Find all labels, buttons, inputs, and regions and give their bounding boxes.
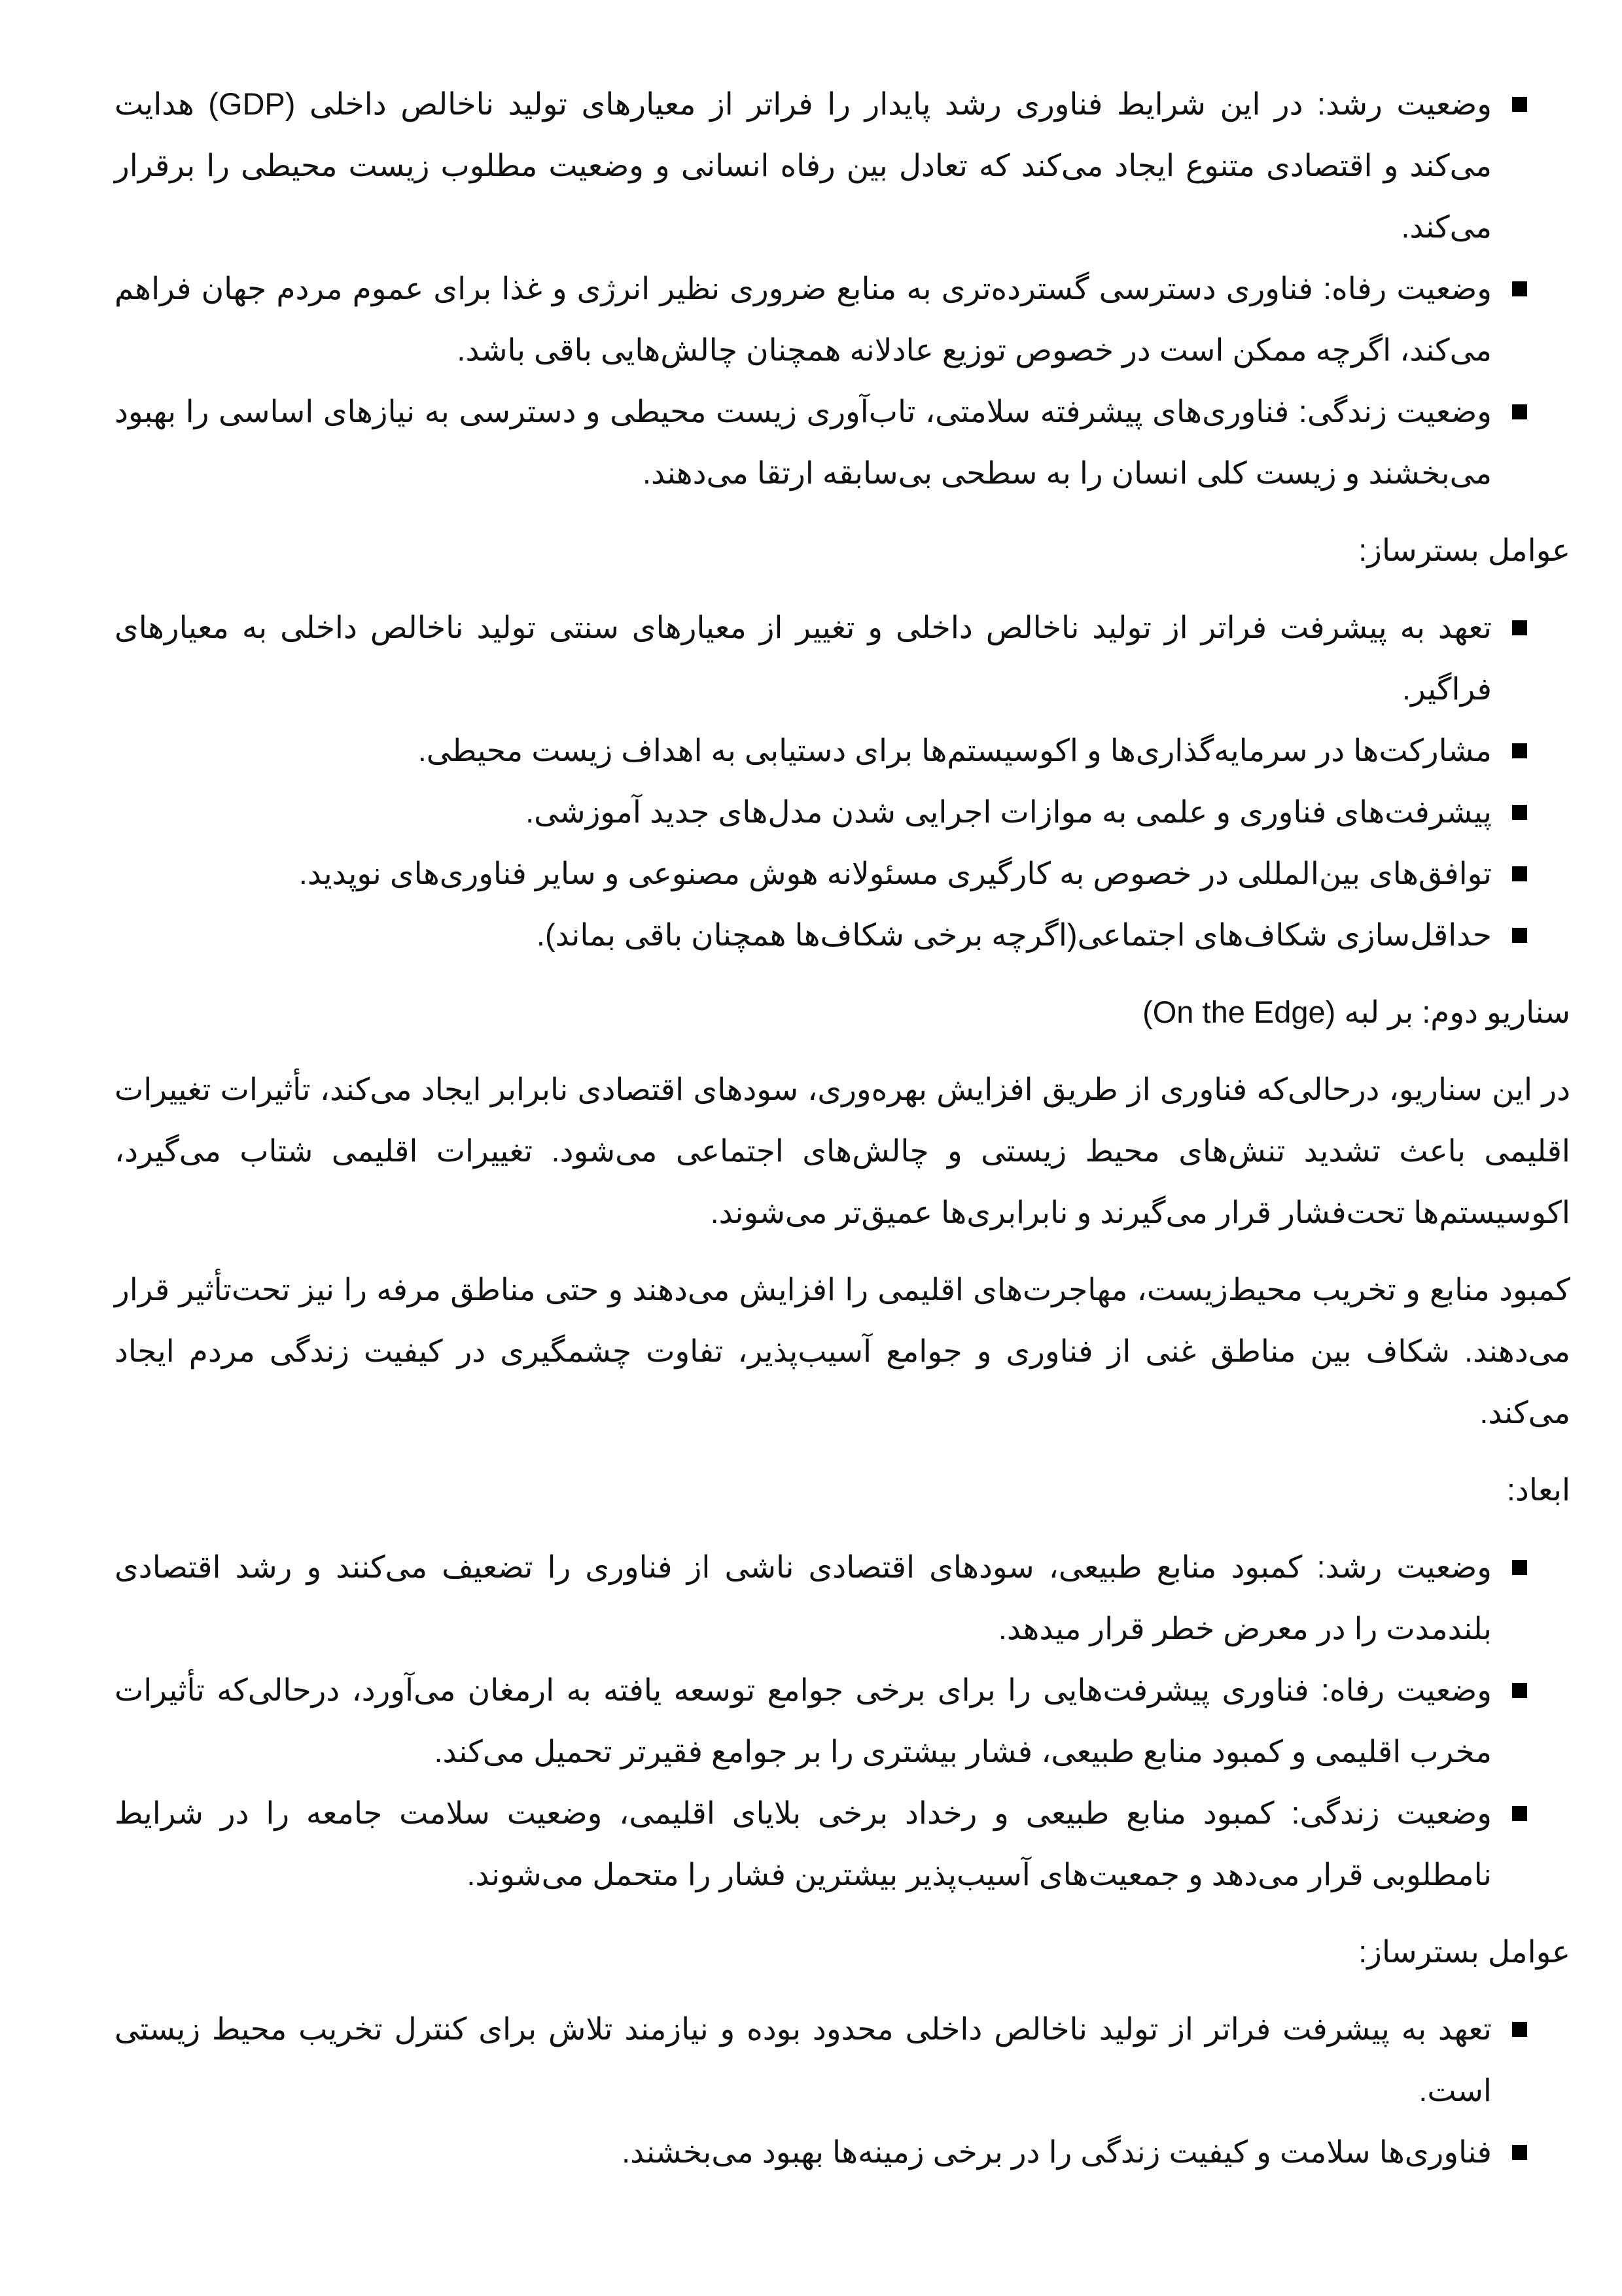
square-bullet-icon bbox=[1512, 1806, 1527, 1821]
square-bullet-icon bbox=[1512, 743, 1527, 758]
list-item-text: فناوری‌ها سلامت و کیفیت زندگی را در برخی زمینه‌ها بهبود می‌بخشند. bbox=[622, 2134, 1492, 2169]
scenario1-enablers-list bbox=[115, 597, 1570, 966]
square-bullet-icon bbox=[1512, 866, 1527, 881]
square-bullet-icon bbox=[1512, 2145, 1527, 2160]
list-item bbox=[115, 597, 1570, 720]
square-bullet-icon bbox=[1512, 97, 1527, 112]
scenario1-enablers-heading: عوامل بسترساز: bbox=[1358, 533, 1570, 567]
scenario1-dimensions-list bbox=[115, 73, 1570, 504]
list-item bbox=[115, 1659, 1570, 1782]
list-item bbox=[115, 1536, 1570, 1659]
list-item-text: وضعیت رفاه: فناوری پیشرفت‌هایی را برای برخی جوامع توسعه یافته به ارمغان می‌آورد، درحالی‌که تأثیرات مخرب اقلیمی و کمبود منابع طبیعی، فشار بیشتری را بر جوامع فقیرتر تحمیل می‌کند. bbox=[115, 1672, 1492, 1769]
list-item-text: تعهد به پیشرفت فراتر از تولید ناخالص داخلی و تغییر از معیارهای سنتی تولید ناخالص داخلی به معیارهای فراگیر. bbox=[115, 610, 1492, 706]
list-item bbox=[115, 843, 1570, 904]
list-item-text: وضعیت رفاه: فناوری دسترسی گسترده‌تری به منابع ضروری نظیر انرژی و غذا برای عموم مردم جهان فراهم می‌کند، اگرچه ممکن است در خصوص توزیع عادلانه همچنان چالش‌هایی باقی باشد. bbox=[115, 271, 1492, 367]
list-item bbox=[115, 73, 1570, 258]
list-item bbox=[115, 258, 1570, 381]
scenario2-paragraph-1: در این سناریو، درحالی‌که فناوری از طریق افزایش بهره‌وری، سودهای اقتصادی نابرابر ایجاد می‌کند، تأثیرات تغییرات اقلیمی باعث تشدید تنش‌های محیط زیستی و چالش‌های اجتماعی می‌شود. تغییرات اقلیمی شتاب می‌گیرد، اکوسیستم‌ها تحت‌فشار قرار می‌گیرند و نابرابری‌ها عمیق‌تر می‌شوند. bbox=[115, 1072, 1570, 1229]
list-item bbox=[115, 1998, 1570, 2121]
list-item-text: حداقل‌سازی شکاف‌های اجتماعی(اگرچه برخی شکاف‌ها همچنان باقی بماند). bbox=[536, 917, 1492, 952]
list-item-text: وضعیت رشد: کمبود منابع طبیعی، سودهای اقتصادی ناشی از فناوری را تضعیف می‌کنند و رشد اقتصادی بلندمدت را در معرض خطر قرار میدهد. bbox=[115, 1549, 1492, 1646]
list-item-text: وضعیت رشد: در این شرایط فناوری رشد پایدار را فراتر از معیارهای تولید ناخالص داخلی (GDP) هدایت می‌کند و اقتصادی متنوع ایجاد می‌کند که تعادل بین رفاه انسانی و وضعیت مطلوب زیست محیطی را برقرار می‌کند. bbox=[115, 86, 1492, 244]
list-item-text: وضعیت زندگی: فناوری‌های پیشرفته سلامتی، تاب‌آوری زیست محیطی و دسترسی به نیازهای اساسی را بهبود می‌بخشند و زیست کلی انسان را به سطحی بی‌سابقه ارتقا می‌دهند. bbox=[115, 394, 1492, 490]
square-bullet-icon bbox=[1512, 404, 1527, 419]
list-item bbox=[115, 381, 1570, 504]
list-item bbox=[115, 781, 1570, 843]
scenario2-dimensions-list bbox=[115, 1536, 1570, 1905]
square-bullet-icon bbox=[1512, 805, 1527, 820]
scenario2-enablers-list bbox=[115, 1998, 1570, 2183]
square-bullet-icon bbox=[1512, 1683, 1527, 1698]
list-item-text: مشارکت‌ها در سرمایه‌گذاری‌ها و اکوسیستم‌ها برای دستیابی به اهداف زیست محیطی. bbox=[417, 733, 1492, 768]
list-item-text: وضعیت زندگی: کمبود منابع طبیعی و رخداد برخی بلایای اقلیمی، وضعیت سلامت جامعه را در شرایط نامطلوبی قرار می‌دهد و جمعیت‌های آسیب‌پذیر بیشترین فشار را متحمل می‌شوند. bbox=[115, 1795, 1492, 1892]
list-item bbox=[115, 1782, 1570, 1905]
list-item-text: تعهد به پیشرفت فراتر از تولید ناخالص داخلی محدود بوده و نیازمند تلاش برای کنترل تخریب محیط زیستی است. bbox=[115, 2011, 1492, 2108]
square-bullet-icon bbox=[1512, 1560, 1527, 1575]
list-item bbox=[115, 720, 1570, 781]
square-bullet-icon bbox=[1512, 620, 1527, 635]
scenario2-dimensions-heading: ابعاد: bbox=[1506, 1472, 1570, 1507]
list-item bbox=[115, 904, 1570, 966]
scenario2-paragraph-2: کمبود منابع و تخریب محیط‌زیست، مهاجرت‌های اقلیمی را افزایش می‌دهند و حتی مناطق مرفه را نیز تحت‌تأثیر قرار می‌دهند. شکاف بین مناطق غنی از فناوری و جوامع آسیب‌پذیر، تفاوت چشمگیری در کیفیت زندگی مردم ایجاد می‌کند. bbox=[115, 1272, 1570, 1430]
square-bullet-icon bbox=[1512, 2022, 1527, 2037]
square-bullet-icon bbox=[1512, 281, 1527, 296]
list-item-text: توافق‌های بین‌المللی در خصوص به کارگیری مسئولانه هوش مصنوعی و سایر فناوری‌های نوپدید. bbox=[298, 856, 1492, 891]
list-item-text: پیشرفت‌های فناوری و علمی به موازات اجرایی شدن مدل‌های جدید آموزشی. bbox=[525, 794, 1492, 829]
scenario2-enablers-heading: عوامل بسترساز: bbox=[1358, 1934, 1570, 1969]
square-bullet-icon bbox=[1512, 928, 1527, 943]
scenario2-heading: سناریو دوم: بر لبه (On the Edge) bbox=[1142, 995, 1570, 1029]
list-item bbox=[115, 2121, 1570, 2183]
